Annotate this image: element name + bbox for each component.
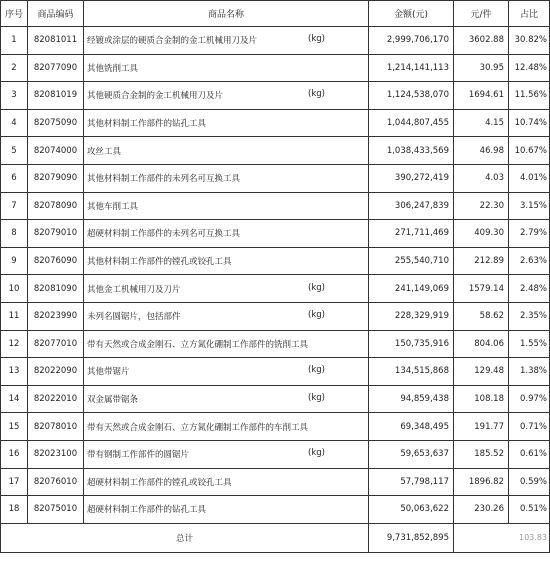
row-unit-price: 230.26 xyxy=(454,496,509,524)
row-unit-mark: (kg) xyxy=(308,365,325,376)
row-amount: 255,540,710 xyxy=(369,247,454,275)
row-name xyxy=(84,275,369,303)
row-code: 82076090 xyxy=(28,247,84,275)
row-share: 3.15% xyxy=(509,192,550,220)
row-index: 15 xyxy=(1,413,28,441)
row-code: 82081019 xyxy=(28,82,84,110)
table-row xyxy=(1,54,550,82)
row-index: 14 xyxy=(1,385,28,413)
row-code: 82022090 xyxy=(28,358,84,386)
row-code: 82023100 xyxy=(28,440,84,468)
row-name-text: 带有钢制工作部件的圆锯片 xyxy=(87,450,190,461)
row-share: 10.74% xyxy=(509,109,550,137)
row-unit-price: 1896.82 xyxy=(454,468,509,496)
row-amount: 59,653,637 xyxy=(369,440,454,468)
row-code: 82081011 xyxy=(28,27,84,55)
row-index: 11 xyxy=(1,302,28,330)
row-unit-mark: (kg) xyxy=(308,89,325,100)
table-row xyxy=(1,247,550,275)
row-share: 1.38% xyxy=(509,358,550,386)
row-name-text: 其他材料制工作部件的镗孔或铰孔工具 xyxy=(87,257,232,268)
row-name xyxy=(84,27,369,55)
row-unit-price: 46.98 xyxy=(454,137,509,165)
row-share: 2.35% xyxy=(509,302,550,330)
row-unit-price: 129.48 xyxy=(454,358,509,386)
row-name-text: 其他材料制工作部件的未列名可互换工具 xyxy=(87,174,241,185)
row-unit-mark: (kg) xyxy=(308,448,325,459)
row-name-text: 其他硬质合金制的金工机械用刀及片 xyxy=(87,91,224,102)
row-unit-price: 3602.88 xyxy=(454,27,509,55)
row-index: 18 xyxy=(1,496,28,524)
table-row xyxy=(1,496,550,524)
header-name: 商品名称 xyxy=(84,1,369,27)
row-name xyxy=(84,302,369,330)
row-unit-price: 804.06 xyxy=(454,330,509,358)
row-unit-mark: (kg) xyxy=(308,282,325,293)
row-amount: 1,124,538,070 xyxy=(369,82,454,110)
row-index: 10 xyxy=(1,275,28,303)
row-unit-price: 1694.61 xyxy=(454,82,509,110)
row-name-text: 攻丝工具 xyxy=(87,146,122,157)
row-share: 10.67% xyxy=(509,137,550,165)
row-amount: 57,798,117 xyxy=(369,468,454,496)
row-share: 2.48% xyxy=(509,275,550,303)
table-row xyxy=(1,137,550,165)
table-row xyxy=(1,220,550,248)
row-share: 0.61% xyxy=(509,440,550,468)
row-unit-price: 191.77 xyxy=(454,413,509,441)
row-name xyxy=(84,54,369,82)
row-index: 7 xyxy=(1,192,28,220)
row-index: 9 xyxy=(1,247,28,275)
total-row xyxy=(1,523,550,552)
row-index: 4 xyxy=(1,109,28,137)
header-amount: 金额(元) xyxy=(369,1,454,27)
row-name xyxy=(84,109,369,137)
row-index: 13 xyxy=(1,358,28,386)
row-name-text: 超硬材料制工作部件的钻孔工具 xyxy=(87,505,207,516)
row-amount: 94,859,438 xyxy=(369,385,454,413)
row-code: 82079090 xyxy=(28,164,84,192)
row-index: 12 xyxy=(1,330,28,358)
table-row xyxy=(1,385,550,413)
row-code: 82075090 xyxy=(28,109,84,137)
row-share: 4.01% xyxy=(509,164,550,192)
table-row xyxy=(1,302,550,330)
row-share: 11.56% xyxy=(509,82,550,110)
total-label: 总计 xyxy=(1,523,369,552)
row-name-text: 其他金工机械用刀及刀片 xyxy=(87,284,181,295)
row-amount: 134,515,868 xyxy=(369,358,454,386)
total-amount: 9,731,852,895 xyxy=(369,523,454,552)
row-share: 0.51% xyxy=(509,496,550,524)
row-share: 0.97% xyxy=(509,385,550,413)
row-share: 0.59% xyxy=(509,468,550,496)
row-amount: 1,214,141,113 xyxy=(369,54,454,82)
row-amount: 390,272,419 xyxy=(369,164,454,192)
table-row xyxy=(1,468,550,496)
row-index: 17 xyxy=(1,468,28,496)
row-name-text: 超硬材料制工作部件的镗孔或铰孔工具 xyxy=(87,477,232,488)
row-code: 82079010 xyxy=(28,220,84,248)
row-name-text: 其他材料制工作部件的钻孔工具 xyxy=(87,119,207,130)
row-index: 2 xyxy=(1,54,28,82)
table-row xyxy=(1,275,550,303)
row-share: 30.82% xyxy=(509,27,550,55)
row-amount: 1,044,807,455 xyxy=(369,109,454,137)
row-name xyxy=(84,192,369,220)
row-unit-mark: (kg) xyxy=(308,310,325,321)
row-unit-price: 4.03 xyxy=(454,164,509,192)
row-unit-price: 1579.14 xyxy=(454,275,509,303)
row-name xyxy=(84,247,369,275)
table-row xyxy=(1,27,550,55)
row-name xyxy=(84,468,369,496)
row-name xyxy=(84,496,369,524)
row-unit-price: 409.30 xyxy=(454,220,509,248)
row-index: 3 xyxy=(1,82,28,110)
header-unit-price: 元/件 xyxy=(454,1,509,27)
row-name-text: 其他车削工具 xyxy=(87,201,139,212)
row-unit-price: 22.30 xyxy=(454,192,509,220)
row-amount: 228,329,919 xyxy=(369,302,454,330)
row-amount: 2,999,706,170 xyxy=(369,27,454,55)
row-code: 82077010 xyxy=(28,330,84,358)
row-code: 82081090 xyxy=(28,275,84,303)
header-row xyxy=(1,1,550,27)
row-amount: 241,149,069 xyxy=(369,275,454,303)
row-index: 1 xyxy=(1,27,28,55)
table-row xyxy=(1,164,550,192)
row-name-text: 带有天然或合成金刚石、立方氮化硼制工作部件的车削工具 xyxy=(87,422,309,433)
row-amount: 150,735,916 xyxy=(369,330,454,358)
table-body xyxy=(1,27,550,524)
row-unit-price: 212.89 xyxy=(454,247,509,275)
row-amount: 69,348,495 xyxy=(369,413,454,441)
row-name xyxy=(84,164,369,192)
row-index: 6 xyxy=(1,164,28,192)
table-row xyxy=(1,413,550,441)
header-index: 序号 xyxy=(1,1,28,27)
row-unit-price: 185.52 xyxy=(454,440,509,468)
row-code: 82074000 xyxy=(28,137,84,165)
row-unit-price: 58.62 xyxy=(454,302,509,330)
row-amount: 1,038,433,569 xyxy=(369,137,454,165)
table-row xyxy=(1,358,550,386)
row-name xyxy=(84,330,369,358)
row-share: 0.71% xyxy=(509,413,550,441)
row-share: 1.55% xyxy=(509,330,550,358)
row-amount: 271,711,469 xyxy=(369,220,454,248)
header-share: 占比 xyxy=(509,1,550,27)
row-unit-mark: (kg) xyxy=(308,34,325,45)
row-amount: 306,247,839 xyxy=(369,192,454,220)
table-row xyxy=(1,330,550,358)
row-name-text: 超硬材料制工作部件的未列名可互换工具 xyxy=(87,229,241,240)
row-name-text: 未列名圆锯片，包括部件 xyxy=(87,312,181,323)
table-row xyxy=(1,109,550,137)
row-name-text: 其他铣削工具 xyxy=(87,63,139,74)
row-amount: 50,063,622 xyxy=(369,496,454,524)
row-code: 82078010 xyxy=(28,413,84,441)
row-code: 82022010 xyxy=(28,385,84,413)
table-row xyxy=(1,192,550,220)
row-unit-price: 4.15 xyxy=(454,109,509,137)
row-unit-mark: (kg) xyxy=(308,393,325,404)
row-name xyxy=(84,137,369,165)
row-name xyxy=(84,440,369,468)
total-unit-price-cell xyxy=(454,523,509,552)
row-code: 82076010 xyxy=(28,468,84,496)
row-share: 12.48% xyxy=(509,54,550,82)
total-watermark-text: 103.83 xyxy=(509,523,550,552)
row-name xyxy=(84,413,369,441)
table-row xyxy=(1,440,550,468)
row-code: 82078090 xyxy=(28,192,84,220)
header-code: 商品编码 xyxy=(28,1,84,27)
row-code: 82077090 xyxy=(28,54,84,82)
row-name xyxy=(84,82,369,110)
row-unit-price: 30.95 xyxy=(454,54,509,82)
row-name xyxy=(84,220,369,248)
row-unit-price: 108.18 xyxy=(454,385,509,413)
row-share: 2.79% xyxy=(509,220,550,248)
table-row xyxy=(1,82,550,110)
row-name-text: 双金属带锯条 xyxy=(87,395,139,406)
row-index: 5 xyxy=(1,137,28,165)
row-name-text: 带有天然或合成金刚石、立方氮化硼制工作部件的铣削工具 xyxy=(87,339,309,350)
row-code: 82023990 xyxy=(28,302,84,330)
row-name-text: 经镀或涂层的硬质合金制的金工机械用刀及片 xyxy=(87,36,258,47)
row-name xyxy=(84,358,369,386)
row-name-text: 其他带锯片 xyxy=(87,367,130,378)
row-index: 8 xyxy=(1,220,28,248)
row-index: 16 xyxy=(1,440,28,468)
row-name xyxy=(84,385,369,413)
row-share: 2.63% xyxy=(509,247,550,275)
row-code: 82075010 xyxy=(28,496,84,524)
